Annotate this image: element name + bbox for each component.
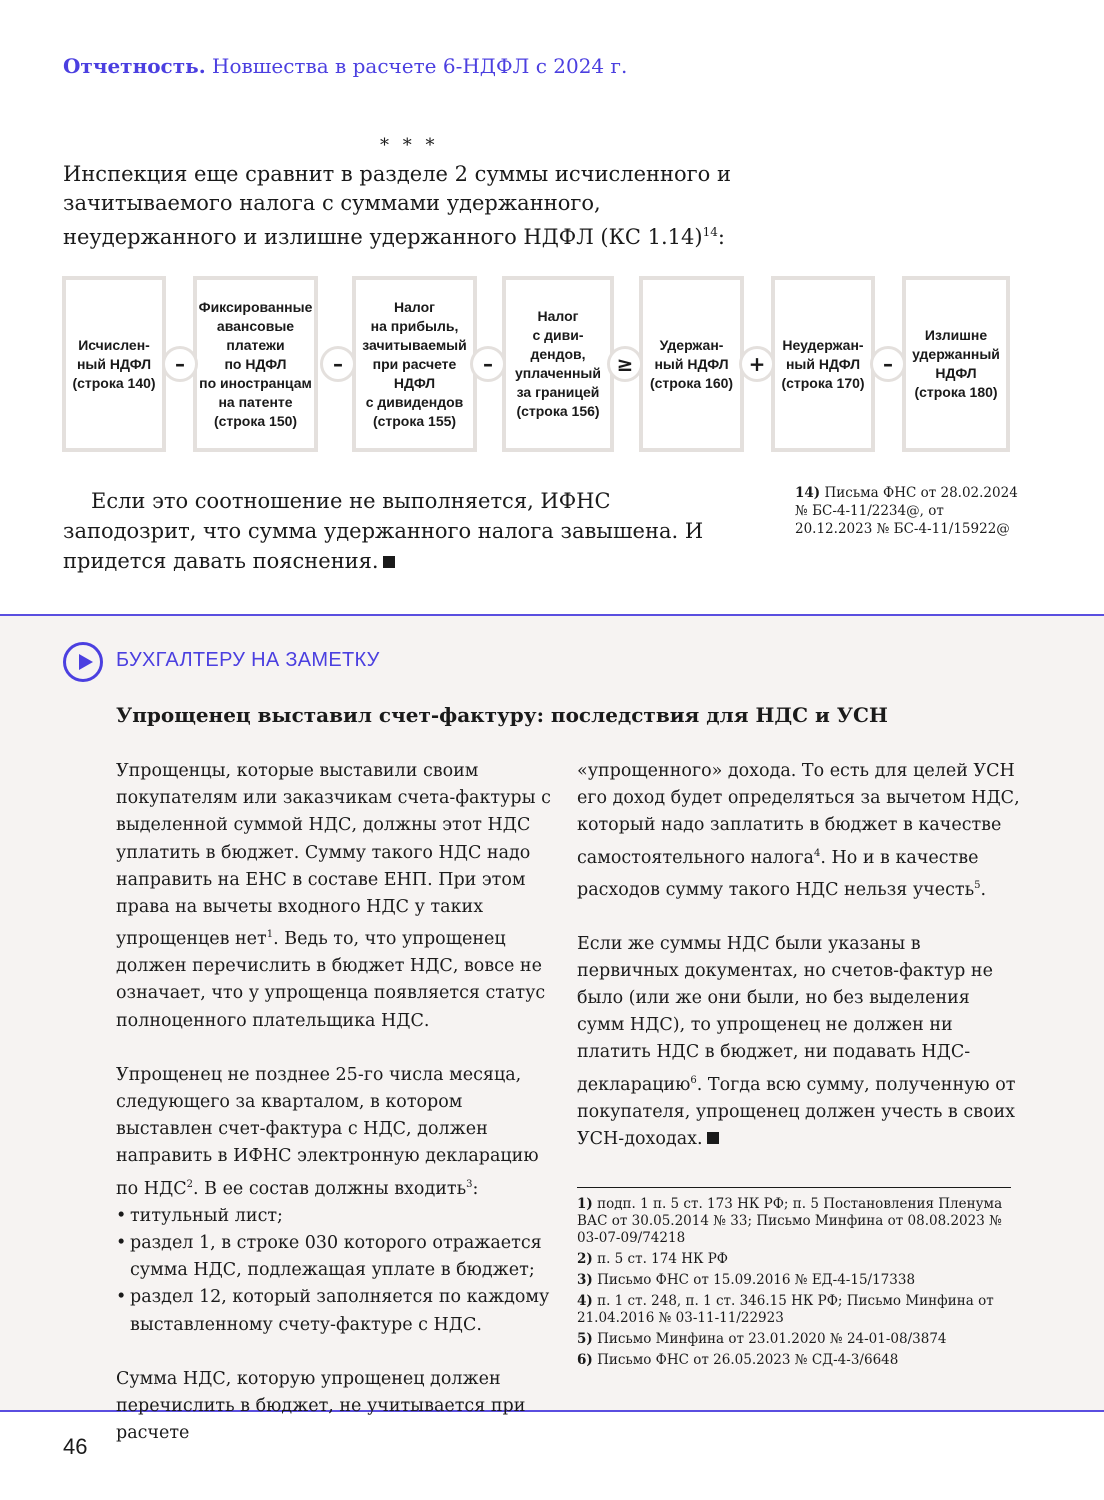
diagram-box-label: Удержан- ный НДФЛ (строка 160) xyxy=(649,336,734,391)
play-icon xyxy=(63,642,103,682)
diagram-box-label: Налог на прибыль, зачитываемый при расчете НДФЛ с дивидендов (строка 155) xyxy=(362,298,467,429)
footnotes xyxy=(577,1196,1017,1373)
note-title: Упрощенец выставил счет-фактуру: последствия для НДС и УСН xyxy=(116,703,888,727)
footnote-ref-2: 2 xyxy=(186,1178,194,1190)
diagram-box-label: Излишне удержанный НДФЛ (строка 180) xyxy=(912,327,1000,400)
footnote-text: п. 5 ст. 174 НК РФ xyxy=(597,1251,729,1267)
footnote-ref-4: 4 xyxy=(813,847,821,859)
intro-tail: : xyxy=(717,225,725,249)
intro-text: Инспекция еще сравнит в разделе 2 суммы исчисленного и зачитываемого налога с суммами удержанного, неудержанного и излишне удержанного НДФЛ (КС 1.14) xyxy=(63,162,731,249)
footnote-text: Письмо Минфина от 23.01.2020 № 24-01-08/3874 xyxy=(597,1331,947,1347)
footnote-number: 3) xyxy=(577,1272,593,1288)
minus-operator: – xyxy=(470,346,506,382)
list-item: • титульный лист; xyxy=(116,1203,556,1230)
footnote-text: Письмо ФНС от 26.05.2023 № СД-4-3/6648 xyxy=(597,1352,899,1368)
text: . Тогда всю сумму, полученную от покупателя, упрощенец должен учесть в своих УСН-доходах. xyxy=(577,1074,1016,1149)
running-head xyxy=(63,54,627,78)
text: Упрощенец не позднее 25-го числа месяца, следующего за кварталом, в котором выставлен счет-фактура с НДС, должен направить в ИФНС электронную декларацию по НДС xyxy=(116,1064,539,1199)
paragraph xyxy=(577,931,1022,1153)
minus-operator: – xyxy=(162,346,198,382)
page-number: 46 xyxy=(63,1434,88,1459)
list-item: • раздел 12, который заполняется по каждому выставленному счету-фактуре с НДС. xyxy=(116,1284,556,1338)
footnote-item xyxy=(577,1293,1017,1327)
minus-operator: – xyxy=(870,346,906,382)
conclusion-paragraph xyxy=(63,486,743,576)
paragraph xyxy=(577,758,1022,904)
text: . В ее состав должны входить xyxy=(193,1178,467,1199)
footnote-number: 6) xyxy=(577,1352,593,1368)
intro-paragraph xyxy=(63,160,753,252)
footnote-ref-1: 1 xyxy=(266,929,274,941)
note-column-right xyxy=(577,758,1022,1180)
note-column-left xyxy=(116,758,556,1474)
paragraph xyxy=(116,758,556,1035)
diagram-box-line-155 xyxy=(352,276,477,452)
footnote-item xyxy=(577,1251,1017,1268)
end-mark-icon xyxy=(383,556,395,568)
diagram-box-line-170 xyxy=(771,276,875,452)
text: : xyxy=(472,1178,479,1199)
paragraph xyxy=(116,1062,556,1203)
footnote-ref-6: 6 xyxy=(690,1074,697,1086)
text: . Но и в качестве расходов сумму такого НДС нельзя учесть xyxy=(577,847,979,900)
sidenote-14 xyxy=(795,484,1025,538)
footnote-text: Письма ФНС от 28.02.2024 № БС-4-11/2234@, от 20.12.2023 № БС-4-11/15922@ xyxy=(795,485,1018,537)
flow-diagram xyxy=(62,276,1012,452)
footnote-ref-5: 5 xyxy=(974,879,981,891)
footnote-number: 1) xyxy=(577,1196,593,1212)
article-title: Новшества в расчете 6-НДФЛ с 2024 г. xyxy=(212,54,628,78)
footnote-item xyxy=(577,1272,1017,1289)
text: Если же суммы НДС были указаны в первичных документах, но счетов-фактур не было (или же они были, но без выделения сумм НДС), то упрощенец не должен ни платить НДС в бюджет, ни подавать НДС-декларацию xyxy=(577,933,993,1095)
plus-operator: + xyxy=(739,346,775,382)
diagram-box-line-140 xyxy=(62,276,166,452)
diagram-box-line-160 xyxy=(639,276,744,452)
diagram-box-line-156 xyxy=(502,276,614,452)
text: . Ведь то, что упрощенец должен перечислить в бюджет НДС, вовсе не означает, что у упрощенца появляется статус полноценного плательщика НДС. xyxy=(116,929,546,1031)
footnote-number: 14) xyxy=(795,485,821,501)
footnote-number: 2) xyxy=(577,1251,593,1267)
end-mark-icon xyxy=(707,1132,719,1144)
note-label: БУХГАЛТЕРУ НА ЗАМЕТКУ xyxy=(116,649,380,671)
text: «упрощенного» дохода. То есть для целей УСН его доход будет определяться за вычетом НДС, который надо заплатить в бюджет в качестве самостоятельного налога xyxy=(577,761,1020,868)
footnote-divider xyxy=(577,1187,1011,1188)
list-item: • раздел 1, в строке 030 которого отражается сумма НДС, подлежащая уплате в бюджет; xyxy=(116,1230,556,1284)
diagram-box-label: Налог с диви- дендов, уплаченный за границей (строка 156) xyxy=(515,308,601,419)
separator: * * * xyxy=(380,135,439,156)
diagram-box-label: Исчислен- ный НДФЛ (строка 140) xyxy=(72,336,156,391)
diagram-box-line-150 xyxy=(193,276,318,452)
minus-operator: – xyxy=(320,346,356,382)
text: Упрощенцы, которые выставили своим покупателям или заказчикам счета-фактуры с выделенной суммой НДС, должны этот НДС уплатить в бюджет. Сумму такого НДС надо направить на ЕНС в составе ЕНП. При этом права на вычеты входного НДС у таких упрощенцев нет xyxy=(116,761,551,950)
diagram-box-label: Фиксированные авансовые платежи по НДФЛ по иностранцам на патенте (строка 150) xyxy=(198,298,313,429)
footnote-text: п. 1 ст. 248, п. 1 ст. 346.15 НК РФ; Письмо Минфина от 21.04.2016 № 03-11-11/22923 xyxy=(577,1293,994,1326)
text: . xyxy=(980,879,987,900)
footnote-ref-14: 14 xyxy=(702,225,718,239)
footnote-item xyxy=(577,1331,1017,1348)
footnote-text: Письмо ФНС от 15.09.2016 № ЕД-4-15/17338 xyxy=(597,1272,916,1288)
footnote-number: 4) xyxy=(577,1293,593,1309)
footnote-number: 5) xyxy=(577,1331,593,1347)
bullet-list xyxy=(116,1203,556,1339)
footnote-text: подп. 1 п. 5 ст. 173 НК РФ; п. 5 Постановления Пленума ВАС от 30.05.2014 № 33; Письмо Минфина от 08.08.2023 № 03-07-09/74218 xyxy=(577,1196,1003,1246)
section-name: Отчетность. xyxy=(63,54,206,78)
footnote-item xyxy=(577,1352,1017,1369)
diagram-box-line-180 xyxy=(902,276,1010,452)
paragraph: Сумма НДС, которую упрощенец должен перечислить в бюджет, не учитывается при расчете xyxy=(116,1368,526,1444)
diagram-box-label: Неудержан- ный НДФЛ (строка 170) xyxy=(781,336,865,391)
greater-or-equal-operator: ≥ xyxy=(607,346,643,382)
footnote-ref-3: 3 xyxy=(466,1178,473,1190)
footnote-item xyxy=(577,1196,1017,1247)
conclusion-text: Если это соотношение не выполняется, ИФНС заподозрит, что сумма удержанного налога завышена. И придется давать пояснения. xyxy=(63,489,704,573)
